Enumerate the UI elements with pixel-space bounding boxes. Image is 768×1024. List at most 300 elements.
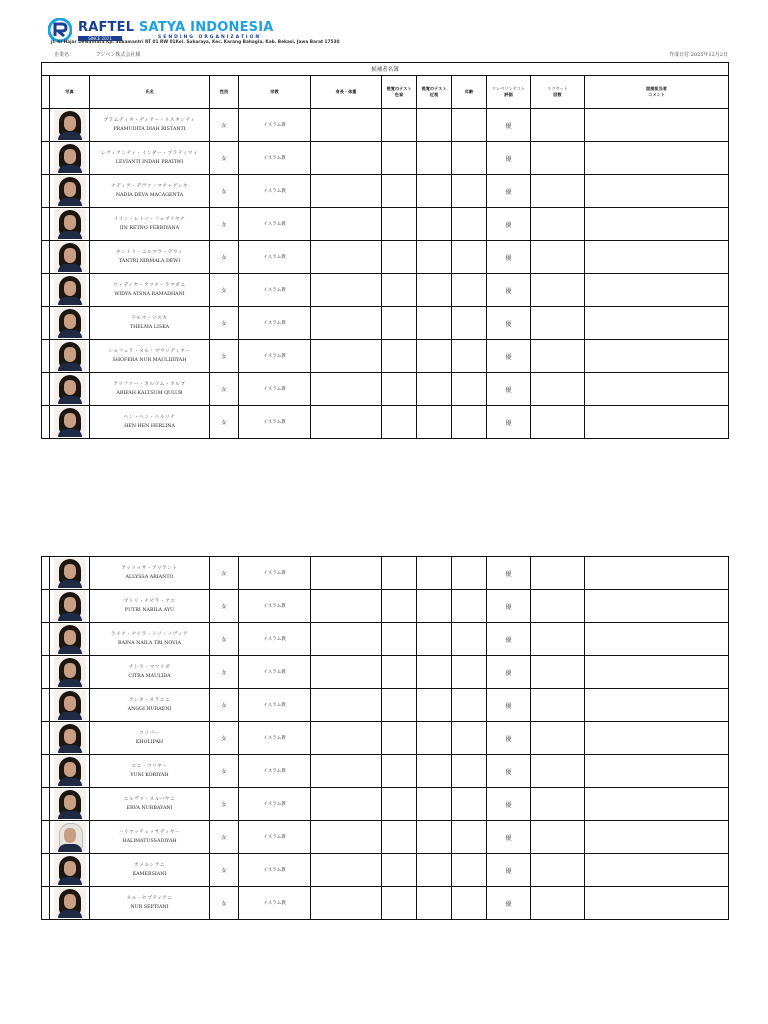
header-height-weight: 身長・体重: [311, 76, 382, 109]
candidate-interviewer-comment: [585, 142, 729, 175]
candidate-photo: [54, 690, 86, 720]
candidate-myopia: [417, 755, 452, 788]
candidate-name-cell: [90, 241, 210, 274]
candidate-age: [452, 722, 487, 755]
candidate-photo-cell: [50, 340, 90, 373]
row-marker: [42, 307, 50, 340]
candidate-kraepelin-grade: 優: [487, 142, 531, 175]
candidate-religion: イスラム教: [239, 788, 311, 821]
candidate-row: [42, 208, 729, 241]
candidate-myopia: [417, 307, 452, 340]
brand-tagline: SENDING ORGANIZATION: [158, 35, 262, 40]
row-marker: [42, 175, 50, 208]
candidate-name-kana: レヴィアンティ・インダー・プラティウィ: [100, 151, 199, 156]
candidate-gender: 女: [210, 373, 239, 406]
candidate-name-cell: [90, 406, 210, 439]
candidate-color-blind: [382, 307, 417, 340]
candidate-religion: イスラム教: [239, 590, 311, 623]
candidate-row: [42, 274, 729, 307]
candidate-age: [452, 208, 487, 241]
letterhead: [48, 14, 738, 54]
row-marker: [42, 590, 50, 623]
candidate-color-blind: [382, 142, 417, 175]
candidate-age: [452, 406, 487, 439]
candidate-photo: [54, 822, 86, 852]
candidate-color-blind: [382, 373, 417, 406]
candidate-religion: イスラム教: [239, 887, 311, 920]
candidate-name-kana: タントリ・ニルマラ・デウィ: [115, 250, 184, 255]
date-value: 2025年12月2日: [690, 52, 728, 58]
candidate-squat-count: [531, 142, 585, 175]
candidate-color-blind: [382, 854, 417, 887]
candidate-photo-cell: [50, 307, 90, 340]
candidate-kraepelin-grade: 優: [487, 656, 531, 689]
candidate-age: [452, 854, 487, 887]
candidate-row: [42, 755, 729, 788]
candidate-age: [452, 307, 487, 340]
candidate-myopia: [417, 821, 452, 854]
candidate-height-weight: [311, 557, 382, 590]
row-marker: [42, 854, 50, 887]
header-blank: [42, 76, 50, 109]
candidate-name-cell: [90, 307, 210, 340]
candidate-kraepelin-grade: 優: [487, 175, 531, 208]
candidate-religion: イスラム教: [239, 854, 311, 887]
candidate-photo-cell: [50, 854, 90, 887]
row-marker: [42, 821, 50, 854]
candidate-height-weight: [311, 175, 382, 208]
row-marker: [42, 623, 50, 656]
candidate-row: [42, 788, 729, 821]
candidate-photo-cell: [50, 557, 90, 590]
candidate-photo-cell: [50, 656, 90, 689]
candidate-religion: イスラム教: [239, 241, 311, 274]
brand-name-part1: RAFTEL: [78, 20, 135, 35]
header-age: 年齢: [452, 76, 487, 109]
header-squat: スクワット 回数: [531, 76, 585, 109]
candidate-interviewer-comment: [585, 109, 729, 142]
candidate-interviewer-comment: [585, 208, 729, 241]
candidate-name-kana: テルマ・リスカ: [131, 316, 168, 321]
candidate-name-cell: [90, 623, 210, 656]
candidate-color-blind: [382, 340, 417, 373]
candidate-squat-count: [531, 557, 585, 590]
candidate-age: [452, 274, 487, 307]
candidate-photo: [54, 407, 86, 437]
candidate-gender: 女: [210, 208, 239, 241]
candidate-age: [452, 175, 487, 208]
header-color-blind: 視覚のテスト 色盲: [382, 76, 417, 109]
row-marker: [42, 274, 50, 307]
candidate-height-weight: [311, 689, 382, 722]
candidate-religion: イスラム教: [239, 307, 311, 340]
candidate-color-blind: [382, 821, 417, 854]
row-marker: [42, 887, 50, 920]
candidate-name-latin: THELMA LISKA: [129, 325, 170, 330]
candidate-name-cell: [90, 689, 210, 722]
candidate-myopia: [417, 274, 452, 307]
candidate-photo: [54, 624, 86, 654]
candidate-row: [42, 175, 729, 208]
candidate-photo: [54, 242, 86, 272]
candidate-row: [42, 406, 729, 439]
candidate-color-blind: [382, 590, 417, 623]
candidate-height-weight: [311, 406, 382, 439]
row-marker: [42, 340, 50, 373]
candidate-kraepelin-grade: 優: [487, 788, 531, 821]
candidate-religion: イスラム教: [239, 142, 311, 175]
candidate-kraepelin-grade: 優: [487, 590, 531, 623]
candidate-squat-count: [531, 175, 585, 208]
candidate-name-kana: カメルシアニ: [134, 863, 165, 868]
candidate-name-cell: [90, 887, 210, 920]
candidate-squat-count: [531, 887, 585, 920]
table-title: 候補者名簿: [42, 63, 729, 76]
candidate-photo: [54, 341, 86, 371]
candidate-interviewer-comment: [585, 175, 729, 208]
header-kraepelin: クレペリンテスト 評価: [487, 76, 531, 109]
candidate-kraepelin-grade: 優: [487, 406, 531, 439]
company-address: Jl. KI Hajar Dewantara Kp. Sukamantri RT 01 RW 01Kel. Sukaraya, Kec. Karang Bahagia, Kab. Bekasi, Jawa Barat 17530: [51, 40, 340, 45]
candidate-photo: [54, 789, 86, 819]
candidate-photo: [54, 176, 86, 206]
candidate-kraepelin-grade: 優: [487, 340, 531, 373]
candidate-name-cell: [90, 557, 210, 590]
candidate-name-kana: イイン・レトノ・フェブリヤナ: [113, 217, 186, 222]
candidate-name-kana: エルヴァ・ヌルバヤニ: [123, 797, 176, 802]
row-marker: [42, 142, 50, 175]
candidate-row: [42, 241, 729, 274]
candidate-name-latin: ARIFAH KALTSUM QULUB: [116, 391, 183, 396]
candidate-color-blind: [382, 722, 417, 755]
candidate-squat-count: [531, 208, 585, 241]
candidate-color-blind: [382, 208, 417, 241]
candidate-gender: 女: [210, 307, 239, 340]
candidate-interviewer-comment: [585, 821, 729, 854]
candidate-color-blind: [382, 887, 417, 920]
candidate-name-latin: TANTRI NIRMALA DEWI: [118, 259, 181, 264]
candidate-age: [452, 142, 487, 175]
candidate-row: [42, 142, 729, 175]
header-myopia: 視覚のテスト 近視: [417, 76, 452, 109]
candidate-photo: [54, 756, 86, 786]
candidate-interviewer-comment: [585, 755, 729, 788]
candidate-name-cell: [90, 208, 210, 241]
candidate-interviewer-comment: [585, 689, 729, 722]
candidate-name-cell: [90, 373, 210, 406]
candidate-height-weight: [311, 788, 382, 821]
candidate-height-weight: [311, 274, 382, 307]
candidate-height-weight: [311, 722, 382, 755]
candidate-rows-page1: [42, 109, 729, 439]
candidate-color-blind: [382, 656, 417, 689]
candidate-photo: [54, 855, 86, 885]
company-name: フジベン株式会社様: [95, 52, 141, 58]
candidate-age: [452, 656, 487, 689]
candidate-row: [42, 307, 729, 340]
candidate-interviewer-comment: [585, 241, 729, 274]
row-marker: [42, 557, 50, 590]
candidate-name-latin: WIDYA ATSNA RAMADHANI: [114, 292, 185, 297]
candidate-name-latin: KAMERSIANI: [132, 872, 167, 877]
candidate-table-page2: [41, 556, 729, 920]
candidate-age: [452, 590, 487, 623]
candidate-name-kana: ヌル・セプティアニ: [126, 896, 173, 901]
candidate-myopia: [417, 109, 452, 142]
candidate-photo-cell: [50, 887, 90, 920]
candidate-religion: イスラム教: [239, 689, 311, 722]
candidate-kraepelin-grade: 優: [487, 307, 531, 340]
candidate-photo: [54, 558, 86, 588]
candidate-religion: イスラム教: [239, 175, 311, 208]
candidate-myopia: [417, 340, 452, 373]
candidate-color-blind: [382, 175, 417, 208]
candidate-religion: イスラム教: [239, 373, 311, 406]
candidate-height-weight: [311, 241, 382, 274]
candidate-photo-cell: [50, 406, 90, 439]
candidate-age: [452, 689, 487, 722]
candidate-color-blind: [382, 274, 417, 307]
candidate-name-latin: NUR SEPTIANI: [130, 905, 169, 910]
company-info: [54, 51, 140, 58]
candidate-religion: イスラム教: [239, 208, 311, 241]
candidate-age: [452, 755, 487, 788]
candidate-color-blind: [382, 788, 417, 821]
candidate-name-latin: YUNI KORIYAH: [130, 773, 169, 778]
candidate-age: [452, 340, 487, 373]
candidate-name-cell: [90, 142, 210, 175]
row-marker: [42, 755, 50, 788]
candidate-name-latin: PUTRI NABILA AYU: [124, 608, 175, 613]
candidate-interviewer-comment: [585, 722, 729, 755]
candidate-squat-count: [531, 755, 585, 788]
candidate-squat-count: [531, 307, 585, 340]
candidate-squat-count: [531, 854, 585, 887]
candidate-name-kana: ユニ・コリヤー: [131, 764, 168, 769]
candidate-myopia: [417, 175, 452, 208]
candidate-table-page1: [41, 62, 729, 439]
candidate-religion: イスラム教: [239, 656, 311, 689]
candidate-photo-cell: [50, 208, 90, 241]
candidate-religion: イスラム教: [239, 557, 311, 590]
candidate-name-latin: ALLYSSA ARIANTO: [125, 575, 174, 580]
candidate-age: [452, 241, 487, 274]
candidate-age: [452, 821, 487, 854]
row-marker: [42, 406, 50, 439]
candidate-name-cell: [90, 788, 210, 821]
candidate-name-kana: ショフェラ・ヌル・マウリディヤー: [108, 349, 191, 354]
candidate-height-weight: [311, 887, 382, 920]
candidate-kraepelin-grade: 優: [487, 755, 531, 788]
candidate-squat-count: [531, 406, 585, 439]
candidate-squat-count: [531, 722, 585, 755]
candidate-name-kana: プラムディタ・ディアー・リスタンティ: [103, 118, 196, 123]
candidate-color-blind: [382, 755, 417, 788]
candidate-rows-page2: [42, 557, 729, 920]
candidate-myopia: [417, 590, 452, 623]
candidate-gender: 女: [210, 590, 239, 623]
candidate-gender: 女: [210, 142, 239, 175]
candidate-gender: 女: [210, 406, 239, 439]
candidate-photo: [54, 110, 86, 140]
brand-badge: SINCE 2021: [78, 36, 122, 41]
candidate-myopia: [417, 623, 452, 656]
candidate-religion: イスラム教: [239, 340, 311, 373]
raftel-logo-icon: [48, 18, 72, 42]
candidate-name-cell: [90, 656, 210, 689]
candidate-name-cell: [90, 722, 210, 755]
candidate-interviewer-comment: [585, 590, 729, 623]
candidate-gender: 女: [210, 689, 239, 722]
candidate-religion: イスラム教: [239, 755, 311, 788]
candidate-name-kana: コリパー: [139, 731, 160, 736]
candidate-height-weight: [311, 109, 382, 142]
row-marker: [42, 722, 50, 755]
candidate-name-cell: [90, 340, 210, 373]
candidate-interviewer-comment: [585, 623, 729, 656]
candidate-name-kana: ウィディヤ・アツナ・ラマダニ: [113, 283, 186, 288]
candidate-myopia: [417, 208, 452, 241]
candidate-myopia: [417, 887, 452, 920]
candidate-photo-cell: [50, 274, 90, 307]
candidate-height-weight: [311, 208, 382, 241]
candidate-name-cell: [90, 109, 210, 142]
candidate-squat-count: [531, 109, 585, 142]
candidate-photo: [54, 209, 86, 239]
candidate-name-latin: NADIA DEVA MACAGENTA: [115, 193, 184, 198]
candidate-name-cell: [90, 821, 210, 854]
candidate-height-weight: [311, 755, 382, 788]
candidate-myopia: [417, 142, 452, 175]
candidate-photo-cell: [50, 142, 90, 175]
candidate-age: [452, 788, 487, 821]
candidate-squat-count: [531, 623, 585, 656]
candidate-name-kana: ライナ・ナイラ・トリ・ノヴィア: [110, 632, 189, 637]
candidate-height-weight: [311, 142, 382, 175]
candidate-row: [42, 557, 729, 590]
candidate-name-kana: チトラ・マウリダ: [128, 665, 171, 670]
candidate-kraepelin-grade: 優: [487, 821, 531, 854]
candidate-row: [42, 722, 729, 755]
candidate-kraepelin-grade: 優: [487, 208, 531, 241]
candidate-name-latin: HALIMATUSSADIYAH: [122, 839, 177, 844]
candidate-myopia: [417, 557, 452, 590]
candidate-religion: イスラム教: [239, 722, 311, 755]
candidate-photo: [54, 591, 86, 621]
table-header-row: [42, 76, 729, 109]
candidate-color-blind: [382, 689, 417, 722]
candidate-row: [42, 887, 729, 920]
candidate-interviewer-comment: [585, 656, 729, 689]
candidate-interviewer-comment: [585, 373, 729, 406]
brand-name-part2: SATYA INDONESIA: [138, 20, 274, 35]
candidate-height-weight: [311, 854, 382, 887]
candidate-gender: 女: [210, 109, 239, 142]
candidate-interviewer-comment: [585, 340, 729, 373]
candidate-row: [42, 689, 729, 722]
candidate-row: [42, 821, 729, 854]
candidate-name-latin: LEVIANTI INDAH PRATIWI: [115, 160, 184, 165]
candidate-row: [42, 590, 729, 623]
candidate-interviewer-comment: [585, 557, 729, 590]
candidate-name-latin: CITRA MAULIDA: [128, 674, 171, 679]
candidate-myopia: [417, 722, 452, 755]
candidate-age: [452, 373, 487, 406]
candidate-gender: 女: [210, 340, 239, 373]
header-interviewer: 面接担当者 コメント: [585, 76, 729, 109]
candidate-religion: イスラム教: [239, 623, 311, 656]
candidate-photo-cell: [50, 689, 90, 722]
candidate-age: [452, 557, 487, 590]
candidate-gender: 女: [210, 821, 239, 854]
candidate-age: [452, 887, 487, 920]
candidate-squat-count: [531, 590, 585, 623]
row-marker: [42, 788, 50, 821]
row-marker: [42, 373, 50, 406]
candidate-gender: 女: [210, 755, 239, 788]
candidate-height-weight: [311, 307, 382, 340]
candidate-photo-cell: [50, 175, 90, 208]
row-marker: [42, 241, 50, 274]
candidate-name-cell: [90, 590, 210, 623]
candidate-height-weight: [311, 373, 382, 406]
candidate-myopia: [417, 406, 452, 439]
creation-date: [669, 51, 728, 58]
candidate-squat-count: [531, 274, 585, 307]
candidate-gender: 女: [210, 241, 239, 274]
candidate-name-cell: [90, 274, 210, 307]
candidate-name-latin: RAINA NAILA TRI NOVIA: [118, 641, 181, 646]
candidate-kraepelin-grade: 優: [487, 887, 531, 920]
candidate-row: [42, 340, 729, 373]
candidate-name-kana: アッリッサ・アリアント: [121, 566, 178, 571]
brand-name: [78, 20, 274, 35]
candidate-kraepelin-grade: 優: [487, 557, 531, 590]
candidate-squat-count: [531, 788, 585, 821]
candidate-myopia: [417, 373, 452, 406]
header-religion: 宗教: [239, 76, 311, 109]
candidate-height-weight: [311, 623, 382, 656]
candidate-squat-count: [531, 821, 585, 854]
candidate-photo: [54, 374, 86, 404]
candidate-photo: [54, 143, 86, 173]
candidate-myopia: [417, 656, 452, 689]
candidate-kraepelin-grade: 優: [487, 241, 531, 274]
candidate-photo-cell: [50, 241, 90, 274]
candidate-squat-count: [531, 689, 585, 722]
candidate-gender: 女: [210, 656, 239, 689]
candidate-religion: イスラム教: [239, 109, 311, 142]
candidate-kraepelin-grade: 優: [487, 722, 531, 755]
candidate-name-kana: アリファー・カルツム・クルブ: [113, 382, 186, 387]
candidate-name-kana: アンギ・ヌラエニ: [128, 698, 171, 703]
candidate-name-kana: ハリマッチュッサディヤー: [118, 830, 181, 835]
candidate-kraepelin-grade: 優: [487, 109, 531, 142]
candidate-gender: 女: [210, 274, 239, 307]
candidate-photo-cell: [50, 821, 90, 854]
candidate-kraepelin-grade: 優: [487, 373, 531, 406]
candidate-religion: イスラム教: [239, 821, 311, 854]
candidate-height-weight: [311, 590, 382, 623]
candidate-kraepelin-grade: 優: [487, 274, 531, 307]
candidate-religion: イスラム教: [239, 274, 311, 307]
candidate-age: [452, 623, 487, 656]
candidate-photo-cell: [50, 373, 90, 406]
candidate-row: [42, 623, 729, 656]
candidate-photo-cell: [50, 722, 90, 755]
candidate-squat-count: [531, 656, 585, 689]
candidate-squat-count: [531, 340, 585, 373]
